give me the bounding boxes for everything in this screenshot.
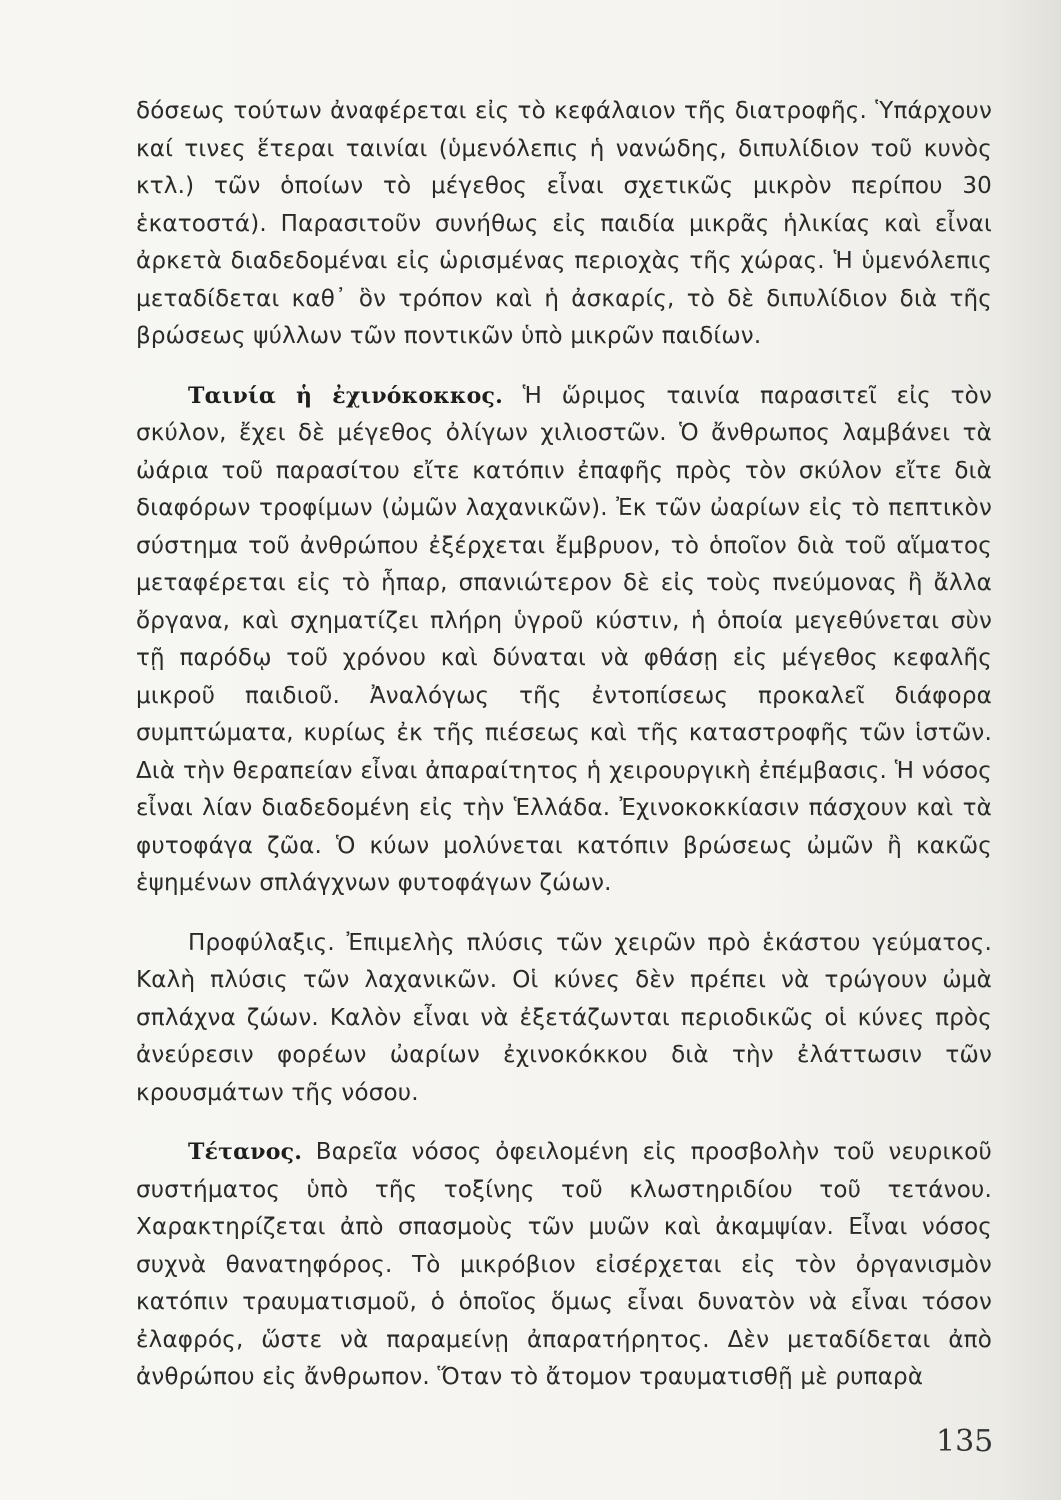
paragraph-tetanus-text: Βαρεῖα νόσος ὀφειλομένη εἰς προσβολὴν τοῦ νευρικοῦ συστήματος ὑπὸ τῆς τοξίνης τοῦ κλωστηριδίου τοῦ τετάνου. Χαρακτηρίζεται ἀπὸ σπασμοὺς τῶν μυῶν καὶ ἀκαμψίαν. Εἶναι νόσος συχνὰ θανατηφόρος. Τὸ μικρόβιον εἰσέρχεται εἰς τὸν ὀργανισμὸν κατόπιν τραυματισμοῦ, ὁ ὁποῖος ὅμως εἶναι δυνατὸν νὰ εἶναι τόσον ἐλαφρός, ὥστε νὰ παραμείνῃ ἀπαρατήρητος. Δὲν μεταδίδεται ἀπὸ ἀνθρώπου εἰς ἄνθρωπον. Ὅταν τὸ ἄτομον τραυματισθῇ μὲ ρυπαρὰ [136, 1139, 992, 1390]
heading-tetanus: Τέτανος. [188, 1139, 303, 1165]
body-text [136, 93, 992, 1419]
paragraph-echinococcus-text: Ἡ ὥριμος ταινία παρασιτεῖ εἰς τὸν σκύλον, ἔχει δὲ μέγεθος ὀλίγων χιλιοστῶν. Ὁ ἄνθρωπος λαμβάνει τὰ ὠάρια τοῦ παρασίτου εἴτε κατόπιν ἐπαφῆς πρὸς τὸν σκύλον εἴτε διὰ διαφόρων τροφίμων (ὠμῶν λαχανικῶν). Ἐκ τῶν ὠαρίων εἰς τὸ πεπτικὸν σύστημα τοῦ ἀνθρώπου ἐξέρχεται ἔμβρυον, τὸ ὁποῖον διὰ τοῦ αἵματος μεταφέρεται εἰς τὸ ἧπαρ, σπανιώτερον δὲ εἰς τοὺς πνεύμονας ἢ ἄλλα ὄργανα, καὶ σχηματίζει πλήρη ὑγροῦ κύστιν, ἡ ὁποία μεγεθύνεται σὺν τῇ παρόδῳ τοῦ χρόνου καὶ δύναται νὰ φθάσῃ εἰς μέγεθος κεφαλῆς μικροῦ παιδιοῦ. Ἀναλόγως τῆς ἐντοπίσεως προκαλεῖ διάφορα συμπτώματα, κυρίως ἐκ τῆς πιέσεως καὶ τῆς καταστροφῆς τῶν ἱστῶν. Διὰ τὴν θεραπείαν εἶναι ἀπαραίτητος ἡ χειρουργικὴ ἐπέμβασις. Ἡ νόσος εἶναι λίαν διαδεδομένη εἰς τὴν Ἑλλάδα. Ἐχινοκοκκίασιν πάσχουν καὶ τὰ φυτοφάγα ζῶα. Ὁ κύων μολύνεται κατόπιν βρώσεως ὠμῶν ἢ κακῶς ἑψημένων σπλάγχνων φυτοφάγων ζώων. [136, 382, 992, 896]
paragraph-tetanus [136, 1134, 992, 1397]
paragraph-1-text: δόσεως τούτων ἀναφέρεται εἰς τὸ κεφάλαιον τῆς διατροφῆς. Ὑπάρχουν καί τινες ἕτεραι ταινίαι (ὑμενόλεπις ἡ νανώδης, διπυλίδιον τοῦ κυνὸς κτλ.) τῶν ὁποίων τὸ μέγεθος εἶναι σχετικῶς μικρὸν περίπου 30 ἑκατοστά). Παρασιτοῦν συνήθως εἰς παιδία μικρᾶς ἡλικίας καὶ εἶναι ἀρκετὰ διαδεδομέναι εἰς ὡρισμένας περιοχὰς τῆς χώρας. Ἡ ὑμενόλεπις μεταδίδεται καθ᾿ ὃν τρόπον καὶ ἡ ἀσκαρίς, τὸ δὲ διπυλίδιον διὰ τῆς βρώσεως ψύλλων τῶν ποντικῶν ὑπὸ μικρῶν παιδίων. [136, 98, 992, 349]
paragraph-prevention [136, 925, 992, 1113]
paragraph-1 [136, 93, 992, 356]
page-number: 135 [936, 1424, 994, 1459]
paragraph-echinococcus [136, 378, 992, 903]
paragraph-prevention-text: Προφύλαξις. Ἐπιμελὴς πλύσις τῶν χειρῶν πρὸ ἑκάστου γεύματος. Καλὴ πλύσις τῶν λαχανικῶν. Οἱ κύνες δὲν πρέπει νὰ τρώγουν ὠμὰ σπλάχνα ζώων. Καλὸν εἶναι νὰ ἐξετάζωνται περιοδικῶς οἱ κύνες πρὸς ἀνεύρεσιν φορέων ὠαρίων ἐχινοκόκκου διὰ τὴν ἐλάττωσιν τῶν κρουσμάτων τῆς νόσου. [136, 929, 992, 1106]
heading-echinococcus: Ταινία ἡ ἐχινόκοκκος. [188, 382, 503, 409]
